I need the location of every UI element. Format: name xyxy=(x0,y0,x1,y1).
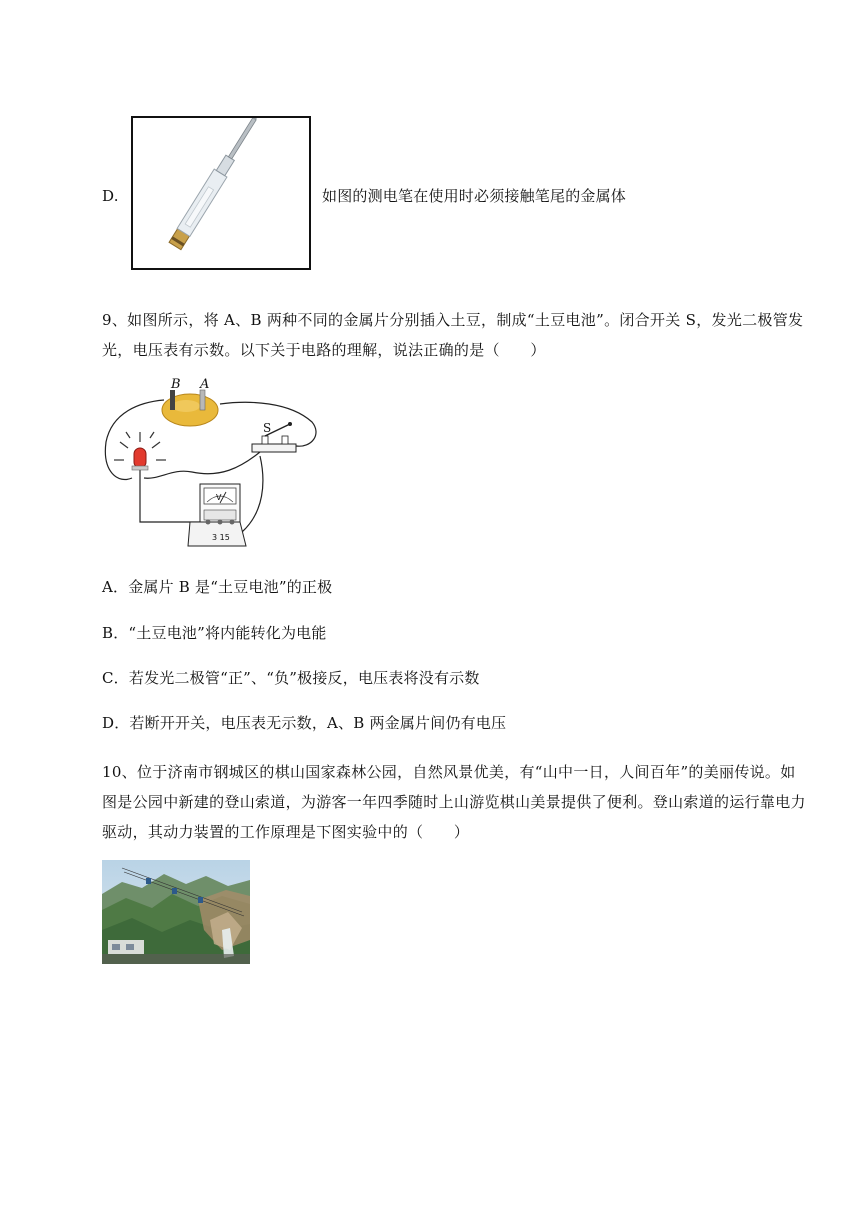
q9-option-a: A．金属片 B 是“土豆电池”的正极 xyxy=(102,578,333,596)
q9-stem: 9、如图所示，将 A、B 两种不同的金属片分别插入土豆，制成“土豆电池”。闭合开关 S，发光二极管发光，电压表有示数。以下关于电路的理解，说法正确的是（ ） xyxy=(102,311,804,359)
label-scale: 3 15 xyxy=(212,533,230,542)
label-b: B xyxy=(171,377,181,392)
label-a: A xyxy=(200,377,210,392)
switch-icon xyxy=(252,421,296,452)
q9-option-c: C．若发光二极管“正”、“负”极接反，电压表将没有示数 xyxy=(102,669,480,687)
mountain-cableway-image xyxy=(102,860,250,964)
test-pen-figure xyxy=(131,116,311,270)
option-d-caption: 如图的测电笔在使用时必须接触笔尾的金属体 xyxy=(322,187,627,205)
q9-option-d: D．若断开开关，电压表无示数，A、B 两金属片间仍有电压 xyxy=(102,714,507,732)
cableway-photo xyxy=(102,860,250,964)
test-pen-image xyxy=(133,118,309,268)
voltmeter-icon xyxy=(188,484,246,546)
circuit-diagram xyxy=(100,372,320,552)
potato-battery-circuit-figure xyxy=(100,372,320,552)
q10-stem: 10、位于济南市钢城区的棋山国家森林公园，自然风景优美，有“山中一日，人间百年”的美丽传说。如图是公园中新建的登山索道，为游客一年四季随时上山游览棋山美景提供了便利。登山索道的运行靠电力驱动，其动力装置的工作原理是下图实验中的（ ） xyxy=(102,763,806,841)
led-icon xyxy=(114,432,166,470)
label-s: S xyxy=(263,421,272,435)
option-d-label: D. xyxy=(102,187,119,205)
q9-option-b: B．“土豆电池”将内能转化为电能 xyxy=(102,624,327,642)
label-v: V xyxy=(216,493,222,502)
